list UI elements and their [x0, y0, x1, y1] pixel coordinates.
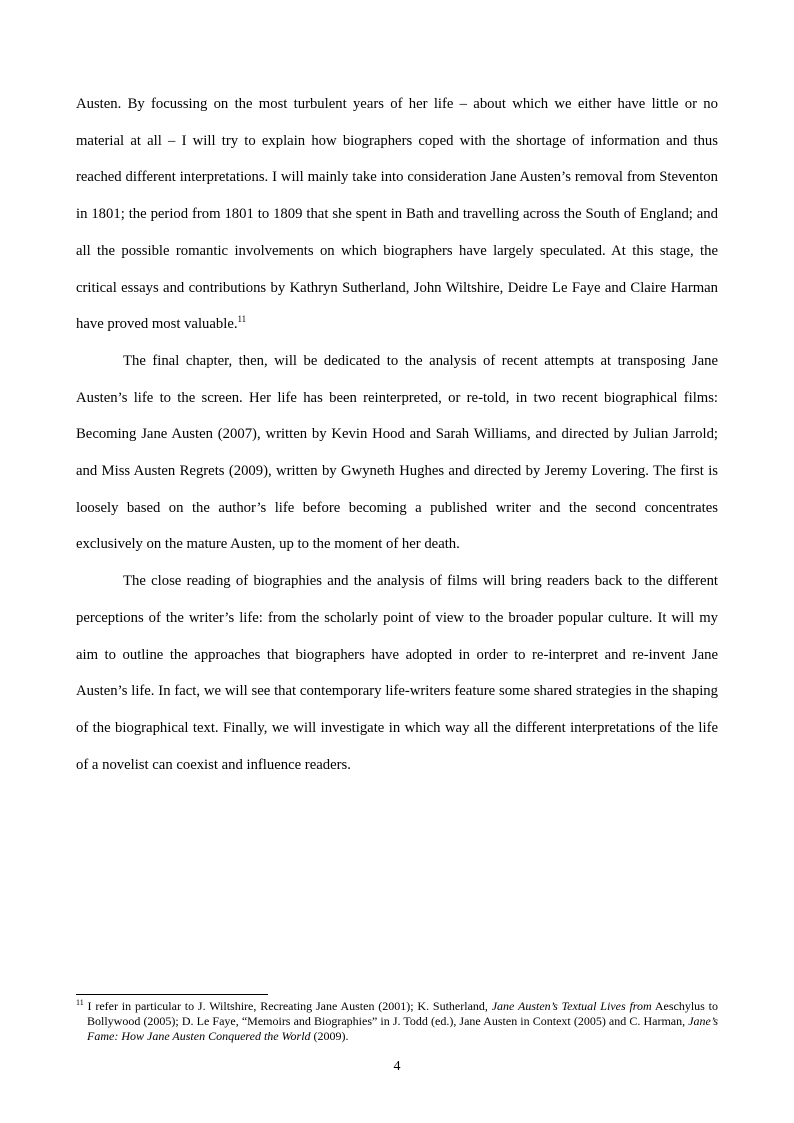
footnote-title-2: Jane’s Fame: How Jane Austen Conquered the World [87, 1014, 718, 1044]
footnote-number: 11 [76, 998, 84, 1007]
footnote-title-1: Jane Austen’s Textual Lives from [491, 999, 652, 1013]
footnote-text-3: (2009). [310, 1029, 349, 1044]
footnote-body [76, 999, 718, 1045]
footnote-text-2: Aeschylus to Bollywood (2005); D. Le Faye, “Memoirs and Biographies” in J. Todd (ed.), Jane Austen in Context (2005) and C. Harman, [87, 999, 718, 1029]
page-number: 4 [393, 1059, 401, 1074]
paragraph-1-text: Austen. By focussing on the most turbulent years of her life – about which we either have little or no material at all – I will try to explain how biographers coped with the shortage of information and thus reached different interpretations. I will mainly take into consideration Jane Austen’s removal from Steventon in 1801; the period from 1801 to 1809 that she spent in Bath and travelling across the South of England; and all the possible romantic involvements on which biographers have largely speculated. At this stage, the critical essays and contributions by Kathryn Sutherland, John Wiltshire, Deidre Le Faye and Claire Harman have proved most valuable. [76, 96, 718, 333]
footnote-text-1: I refer in particular to J. Wiltshire, Recreating Jane Austen (2001); K. Sutherland, [87, 999, 492, 1013]
footnote-reference[interactable]: 11 [237, 314, 247, 325]
footnote-divider [76, 994, 268, 995]
footnote [76, 999, 718, 1045]
paragraph-3: The close reading of biographies and the analysis of films will bring readers back to the different perceptions of the writer’s life: from the scholarly point of view to the broader popular culture. It will my aim to outline the approaches that biographers have adopted in order to re-interpret and re-invent Jane Austen’s life. In fact, we will see that contemporary life-writers feature some shared strategies in the shaping of the biographical text. Finally, we will investigate in which way all the different interpretations of the life of a novelist can coexist and influence readers. [76, 573, 718, 773]
paragraph-1 [76, 86, 718, 343]
body-text [76, 86, 718, 783]
paragraph-2: The final chapter, then, will be dedicated to the analysis of recent attempts at transposing Jane Austen’s life to the screen. Her life has been reinterpreted, or re-told, in two recent biographical films: Becoming Jane Austen (2007), written by Kevin Hood and Sarah Williams, and directed by Julian Jarrold; and Miss Austen Regrets (2009), written by Gwyneth Hughes and directed by Jeremy Lovering. The first is loosely based on the author’s life before becoming a published writer and the second concentrates exclusively on the mature Austen, up to the moment of her death. [76, 352, 718, 553]
